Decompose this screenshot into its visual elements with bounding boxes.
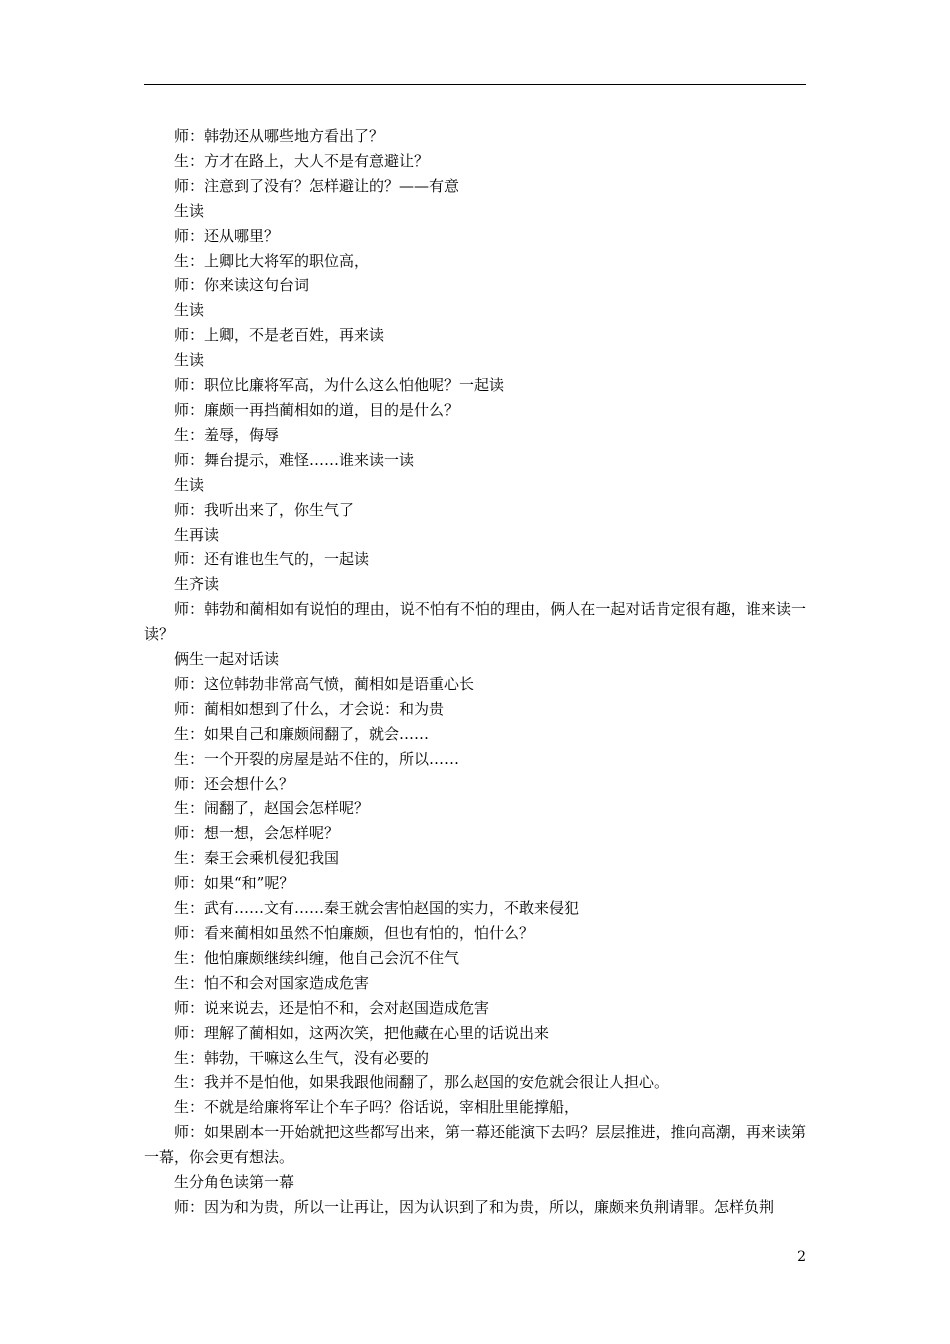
dialogue-paragraph: 生：一个开裂的房屋是站不住的，所以…… [174,749,460,768]
dialogue-paragraph: 生：怕不和会对国家造成危害 [174,973,370,992]
dialogue-paragraph: 师：你来读这句台词 [174,276,310,295]
dialogue-paragraph: 师：注意到了没有？怎样避让的？——有意 [174,176,460,195]
dialogue-paragraph: 生：上卿比大将军的职位高， [174,251,370,270]
dialogue-paragraph: 师：上卿，不是老百姓，再来读 [174,326,385,345]
dialogue-paragraph: 生：羞辱，侮辱 [174,425,280,444]
dialogue-paragraph: 生：他怕廉颇继续纠缠，他自己会沉不住气 [174,948,460,967]
dialogue-paragraph: 生读 [174,475,205,494]
dialogue-paragraph: 师：韩勃和蔺相如有说怕的理由，说不怕有不怕的理由，俩人在一起对话肯定很有趣，谁来读一读？ [144,600,806,644]
dialogue-paragraph: 师：还有谁也生气的，一起读 [174,550,370,569]
dialogue-paragraph: 生：闹翻了，赵国会怎样呢？ [174,799,370,818]
dialogue-paragraph: 师：韩勃还从哪些地方看出了？ [174,127,385,145]
header-rule [144,84,806,85]
dialogue-paragraph: 师：这位韩勃非常高气愤，蔺相如是语重心长 [174,674,475,693]
dialogue-paragraph: 师：还会想什么？ [174,774,295,793]
dialogue-paragraph: 生齐读 [174,575,220,594]
dialogue-paragraph: 师：理解了蔺相如，这两次笑，把他藏在心里的话说出来 [174,1023,550,1042]
dialogue-paragraph: 生：如果自己和廉颇闹翻了，就会…… [174,724,430,743]
dialogue-paragraph: 师：看来蔺相如虽然不怕廉颇，但也有怕的，怕什么？ [174,924,535,942]
dialogue-paragraph: 生：方才在路上，大人不是有意避让？ [174,151,430,170]
dialogue-paragraph: 师：廉颇一再挡蔺相如的道，目的是什么？ [174,400,460,419]
dialogue-paragraph: 师：想一想，会怎样呢？ [174,824,340,843]
dialogue-paragraph: 师：因为和为贵，所以一让再让，因为认识到了和为贵，所以，廉颇来负荆请罪。怎样负荆 [174,1197,775,1216]
dialogue-paragraph: 师：说来说去，还是怕不和，会对赵国造成危害 [174,998,490,1017]
dialogue-paragraph: 师：蔺相如想到了什么，才会说：和为贵 [174,699,445,718]
dialogue-paragraph: 师：还从哪里？ [174,226,280,245]
document-body [144,124,806,1220]
dialogue-paragraph: 生：秦王会乘机侵犯我国 [174,849,340,868]
page-number: 2 [797,1249,806,1265]
dialogue-paragraph: 俩生一起对话读 [174,650,280,669]
dialogue-paragraph: 师：职位比廉将军高，为什么这么怕他呢？一起读 [174,376,505,395]
dialogue-paragraph: 生：武有……文有……秦王就会害怕赵国的实力，不敢来侵犯 [174,899,580,918]
dialogue-paragraph: 生读 [174,351,205,370]
dialogue-paragraph: 生分角色读第一幕 [174,1173,295,1192]
dialogue-paragraph: 师：如果“和”呢？ [174,874,295,893]
dialogue-paragraph: 师：我听出来了，你生气了 [174,500,355,519]
dialogue-paragraph: 生：韩勃，干嘛这么生气，没有必要的 [174,1048,430,1067]
dialogue-paragraph: 师：舞台提示，难怪……谁来读一读 [174,450,415,469]
dialogue-paragraph: 师：如果剧本一开始就把这些都写出来，第一幕还能演下去吗？层层推进，推向高潮，再来读第一幕，你会更有想法。 [144,1123,806,1167]
dialogue-paragraph: 生：不就是给廉将军让个车子吗？俗话说，宰相肚里能撑船， [174,1098,580,1117]
dialogue-paragraph: 生再读 [174,525,220,544]
dialogue-paragraph: 生读 [174,201,205,220]
dialogue-paragraph: 生读 [174,301,205,320]
dialogue-paragraph: 生：我并不是怕他，如果我跟他闹翻了，那么赵国的安危就会很让人担心。 [174,1073,670,1092]
